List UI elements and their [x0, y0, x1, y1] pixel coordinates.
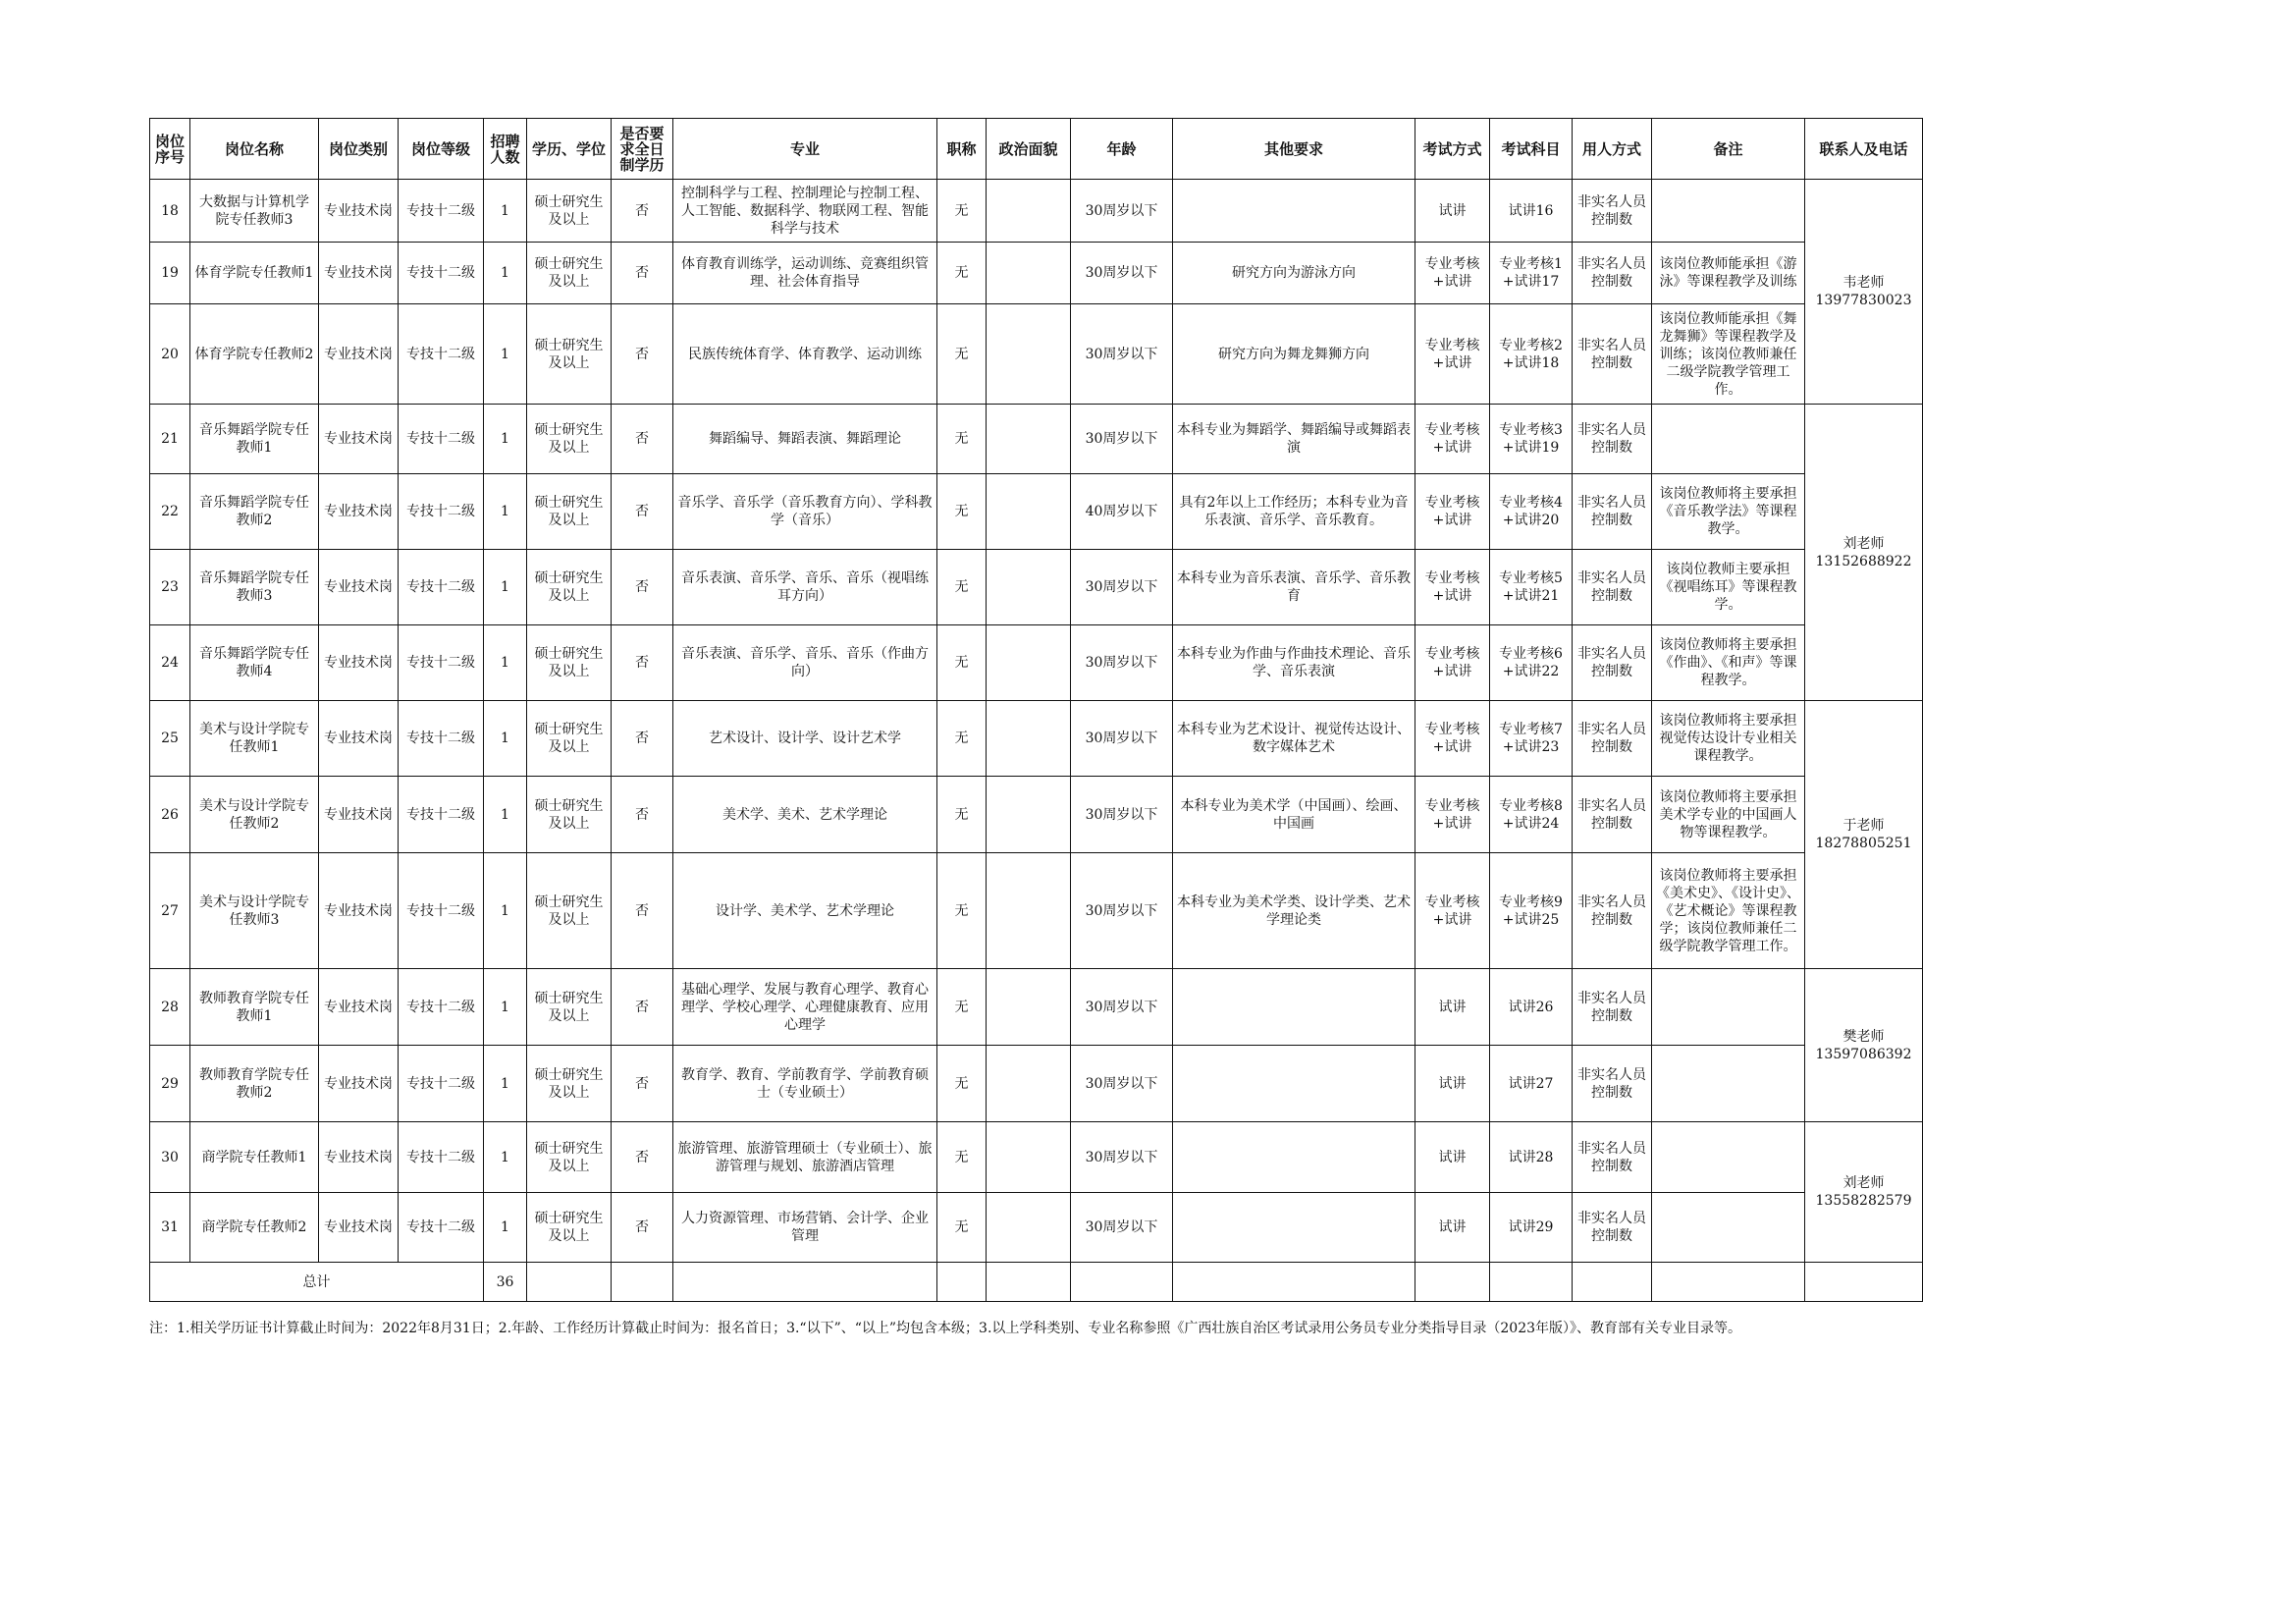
cell-fulltime: 否 — [612, 550, 673, 625]
cell-degree: 硕士研究生及以上 — [527, 243, 612, 304]
total-empty-cell — [612, 1263, 673, 1302]
cell-remark — [1652, 180, 1805, 243]
cell-no: 29 — [150, 1046, 190, 1122]
cell-fulltime: 否 — [612, 1122, 673, 1193]
cell-subject: 试讲28 — [1490, 1122, 1573, 1193]
footnote: 注：1.相关学历证书计算截止时间为：2022年8月31日；2.年龄、工作经历计算截止时间为：报名首日；3.“以下”、“以上”均包含本级；3.以上学科类别、专业名称参照《广西壮族自治区考试录用公务员专业分类指导目录（2023年版）》、教育部有关专业目录等。 — [149, 1321, 1742, 1336]
contact-name: 于老师 — [1842, 818, 1885, 834]
cell-political — [987, 550, 1071, 625]
cell-title: 无 — [937, 853, 987, 969]
cell-employ: 非实名人员控制数 — [1573, 304, 1652, 405]
cell-political — [987, 969, 1071, 1046]
cell-count: 1 — [484, 625, 527, 701]
total-empty-cell — [1805, 1263, 1923, 1302]
cell-major: 音乐表演、音乐学、音乐、音乐（视唱练耳方向） — [673, 550, 937, 625]
cell-no: 30 — [150, 1122, 190, 1193]
table-row — [150, 550, 1923, 625]
table-row — [150, 1193, 1923, 1263]
cell-major: 人力资源管理、市场营销、会计学、企业管理 — [673, 1193, 937, 1263]
total-row — [150, 1263, 1923, 1302]
cell-exam: 试讲 — [1415, 969, 1490, 1046]
cell-exam: 试讲 — [1415, 1193, 1490, 1263]
header-no: 岗位序号 — [150, 119, 190, 180]
cell-category: 专业技术岗 — [319, 405, 399, 474]
cell-other: 具有2年以上工作经历；本科专业为音乐表演、音乐学、音乐教育。 — [1173, 474, 1415, 550]
cell-other — [1173, 969, 1415, 1046]
contact-phone: 13558282579 — [1815, 1193, 1912, 1209]
cell-fulltime: 否 — [612, 304, 673, 405]
cell-employ: 非实名人员控制数 — [1573, 853, 1652, 969]
cell-name: 音乐舞蹈学院专任教师2 — [190, 474, 319, 550]
contact-name: 韦老师 — [1842, 275, 1885, 291]
cell-title: 无 — [937, 180, 987, 243]
cell-count: 1 — [484, 853, 527, 969]
header-other: 其他要求 — [1173, 119, 1415, 180]
cell-level: 专技十二级 — [399, 969, 484, 1046]
cell-employ: 非实名人员控制数 — [1573, 777, 1652, 853]
header-political: 政治面貌 — [987, 119, 1071, 180]
cell-degree: 硕士研究生及以上 — [527, 1122, 612, 1193]
cell-no: 21 — [150, 405, 190, 474]
cell-age: 30周岁以下 — [1071, 405, 1173, 474]
cell-count: 1 — [484, 1193, 527, 1263]
table-row — [150, 701, 1923, 777]
cell-contact — [1805, 701, 1923, 969]
cell-remark — [1652, 969, 1805, 1046]
cell-title: 无 — [937, 969, 987, 1046]
contact-name: 樊老师 — [1842, 1028, 1885, 1045]
cell-major: 音乐学、音乐学（音乐教育方向）、学科教学（音乐） — [673, 474, 937, 550]
cell-count: 1 — [484, 180, 527, 243]
cell-fulltime: 否 — [612, 474, 673, 550]
cell-fulltime: 否 — [612, 969, 673, 1046]
header-remark: 备注 — [1652, 119, 1805, 180]
cell-subject: 试讲16 — [1490, 180, 1573, 243]
table-row — [150, 243, 1923, 304]
table-row — [150, 405, 1923, 474]
cell-remark — [1652, 1193, 1805, 1263]
cell-other: 本科专业为音乐表演、音乐学、音乐教育 — [1173, 550, 1415, 625]
cell-remark: 该岗位教师将主要承担视觉传达设计专业相关课程教学。 — [1652, 701, 1805, 777]
cell-name: 商学院专任教师2 — [190, 1193, 319, 1263]
cell-exam: 试讲 — [1415, 1122, 1490, 1193]
cell-major: 美术学、美术、艺术学理论 — [673, 777, 937, 853]
cell-title: 无 — [937, 701, 987, 777]
cell-fulltime: 否 — [612, 701, 673, 777]
cell-count: 1 — [484, 304, 527, 405]
cell-employ: 非实名人员控制数 — [1573, 550, 1652, 625]
cell-fulltime: 否 — [612, 405, 673, 474]
header-employ: 用人方式 — [1573, 119, 1652, 180]
cell-subject: 试讲29 — [1490, 1193, 1573, 1263]
table-row — [150, 625, 1923, 701]
cell-contact — [1805, 405, 1923, 701]
cell-degree: 硕士研究生及以上 — [527, 550, 612, 625]
cell-age: 30周岁以下 — [1071, 1046, 1173, 1122]
cell-title: 无 — [937, 243, 987, 304]
cell-age: 30周岁以下 — [1071, 180, 1173, 243]
cell-age: 40周岁以下 — [1071, 474, 1173, 550]
cell-major: 基础心理学、发展与教育心理学、教育心理学、学校心理学、心理健康教育、应用心理学 — [673, 969, 937, 1046]
cell-subject: 专业考核9+试讲25 — [1490, 853, 1573, 969]
cell-title: 无 — [937, 550, 987, 625]
cell-category: 专业技术岗 — [319, 243, 399, 304]
total-empty-cell — [987, 1263, 1071, 1302]
cell-level: 专技十二级 — [399, 180, 484, 243]
cell-name: 音乐舞蹈学院专任教师4 — [190, 625, 319, 701]
cell-degree: 硕士研究生及以上 — [527, 405, 612, 474]
cell-age: 30周岁以下 — [1071, 625, 1173, 701]
cell-age: 30周岁以下 — [1071, 969, 1173, 1046]
table-row — [150, 180, 1923, 243]
cell-employ: 非实名人员控制数 — [1573, 474, 1652, 550]
cell-age: 30周岁以下 — [1071, 701, 1173, 777]
cell-name: 美术与设计学院专任教师1 — [190, 701, 319, 777]
cell-title: 无 — [937, 474, 987, 550]
cell-degree: 硕士研究生及以上 — [527, 625, 612, 701]
cell-employ: 非实名人员控制数 — [1573, 1046, 1652, 1122]
header-subject: 考试科目 — [1490, 119, 1573, 180]
cell-no: 25 — [150, 701, 190, 777]
cell-other — [1173, 180, 1415, 243]
cell-political — [987, 1122, 1071, 1193]
cell-age: 30周岁以下 — [1071, 243, 1173, 304]
cell-level: 专技十二级 — [399, 701, 484, 777]
cell-exam: 专业考核+试讲 — [1415, 853, 1490, 969]
cell-other: 本科专业为作曲与作曲技术理论、音乐学、音乐表演 — [1173, 625, 1415, 701]
total-empty-cell — [1173, 1263, 1415, 1302]
cell-degree: 硕士研究生及以上 — [527, 474, 612, 550]
cell-major: 民族传统体育学、体育教学、运动训练 — [673, 304, 937, 405]
cell-subject: 专业考核3+试讲19 — [1490, 405, 1573, 474]
cell-age: 30周岁以下 — [1071, 1122, 1173, 1193]
header-level: 岗位等级 — [399, 119, 484, 180]
cell-remark: 该岗位教师将主要承担《音乐教学法》等课程教学。 — [1652, 474, 1805, 550]
cell-degree: 硕士研究生及以上 — [527, 701, 612, 777]
cell-count: 1 — [484, 777, 527, 853]
cell-major: 体育教育训练学，运动训练、竞赛组织管理、社会体育指导 — [673, 243, 937, 304]
cell-remark: 该岗位教师能承担《游泳》等课程教学及训练 — [1652, 243, 1805, 304]
cell-other: 研究方向为舞龙舞狮方向 — [1173, 304, 1415, 405]
cell-no: 27 — [150, 853, 190, 969]
cell-contact — [1805, 1122, 1923, 1263]
cell-age: 30周岁以下 — [1071, 550, 1173, 625]
cell-count: 1 — [484, 969, 527, 1046]
total-empty-cell — [937, 1263, 987, 1302]
cell-name: 体育学院专任教师2 — [190, 304, 319, 405]
table-row — [150, 777, 1923, 853]
cell-count: 1 — [484, 550, 527, 625]
cell-other — [1173, 1122, 1415, 1193]
table-row — [150, 1046, 1923, 1122]
cell-remark: 该岗位教师将主要承担《作曲》、《和声》等课程教学。 — [1652, 625, 1805, 701]
cell-degree: 硕士研究生及以上 — [527, 1046, 612, 1122]
cell-major: 舞蹈编导、舞蹈表演、舞蹈理论 — [673, 405, 937, 474]
cell-degree: 硕士研究生及以上 — [527, 969, 612, 1046]
contact-name: 刘老师 — [1842, 1175, 1885, 1191]
total-empty-cell — [1490, 1263, 1573, 1302]
cell-name: 音乐舞蹈学院专任教师3 — [190, 550, 319, 625]
cell-level: 专技十二级 — [399, 1122, 484, 1193]
cell-political — [987, 474, 1071, 550]
cell-level: 专技十二级 — [399, 1193, 484, 1263]
total-empty-cell — [1071, 1263, 1173, 1302]
total-empty-cell — [1415, 1263, 1490, 1302]
cell-level: 专技十二级 — [399, 625, 484, 701]
cell-no: 23 — [150, 550, 190, 625]
header-degree: 学历、学位 — [527, 119, 612, 180]
cell-name: 商学院专任教师1 — [190, 1122, 319, 1193]
contact-phone: 18278805251 — [1815, 836, 1912, 851]
cell-category: 专业技术岗 — [319, 1046, 399, 1122]
cell-contact — [1805, 180, 1923, 405]
header-fulltime: 是否要求全日制学历 — [612, 119, 673, 180]
cell-subject: 试讲26 — [1490, 969, 1573, 1046]
cell-fulltime: 否 — [612, 1046, 673, 1122]
cell-subject: 专业考核1+试讲17 — [1490, 243, 1573, 304]
cell-name: 教师教育学院专任教师1 — [190, 969, 319, 1046]
cell-age: 30周岁以下 — [1071, 304, 1173, 405]
total-empty-cell — [1573, 1263, 1652, 1302]
cell-count: 1 — [484, 701, 527, 777]
cell-count: 1 — [484, 405, 527, 474]
cell-political — [987, 1046, 1071, 1122]
cell-level: 专技十二级 — [399, 474, 484, 550]
cell-fulltime: 否 — [612, 1193, 673, 1263]
cell-degree: 硕士研究生及以上 — [527, 304, 612, 405]
cell-other: 研究方向为游泳方向 — [1173, 243, 1415, 304]
total-empty-cell — [1652, 1263, 1805, 1302]
header-contact: 联系人及电话 — [1805, 119, 1923, 180]
header-name: 岗位名称 — [190, 119, 319, 180]
cell-political — [987, 777, 1071, 853]
cell-no: 19 — [150, 243, 190, 304]
cell-no: 28 — [150, 969, 190, 1046]
cell-exam: 专业考核+试讲 — [1415, 474, 1490, 550]
header-major: 专业 — [673, 119, 937, 180]
cell-no: 31 — [150, 1193, 190, 1263]
cell-count: 1 — [484, 243, 527, 304]
cell-category: 专业技术岗 — [319, 180, 399, 243]
cell-exam: 试讲 — [1415, 1046, 1490, 1122]
cell-category: 专业技术岗 — [319, 969, 399, 1046]
cell-exam: 专业考核+试讲 — [1415, 243, 1490, 304]
cell-political — [987, 243, 1071, 304]
table-row — [150, 853, 1923, 969]
cell-subject: 专业考核2+试讲18 — [1490, 304, 1573, 405]
cell-degree: 硕士研究生及以上 — [527, 853, 612, 969]
cell-title: 无 — [937, 777, 987, 853]
cell-title: 无 — [937, 1046, 987, 1122]
cell-no: 22 — [150, 474, 190, 550]
cell-name: 教师教育学院专任教师2 — [190, 1046, 319, 1122]
cell-political — [987, 304, 1071, 405]
cell-remark: 该岗位教师能承担《舞龙舞狮》等课程教学及训练；该岗位教师兼任二级学院教学管理工作。 — [1652, 304, 1805, 405]
table-row — [150, 969, 1923, 1046]
cell-exam: 专业考核+试讲 — [1415, 304, 1490, 405]
cell-no: 24 — [150, 625, 190, 701]
contact-phone: 13597086392 — [1815, 1046, 1912, 1062]
cell-level: 专技十二级 — [399, 304, 484, 405]
cell-other: 本科专业为美术学类、设计学类、艺术学理论类 — [1173, 853, 1415, 969]
cell-exam: 专业考核+试讲 — [1415, 777, 1490, 853]
cell-remark: 该岗位教师主要承担《视唱练耳》等课程教学。 — [1652, 550, 1805, 625]
cell-fulltime: 否 — [612, 243, 673, 304]
cell-category: 专业技术岗 — [319, 1122, 399, 1193]
cell-title: 无 — [937, 304, 987, 405]
cell-other: 本科专业为艺术设计、视觉传达设计、数字媒体艺术 — [1173, 701, 1415, 777]
cell-major: 艺术设计、设计学、设计艺术学 — [673, 701, 937, 777]
header-title: 职称 — [937, 119, 987, 180]
total-label: 总计 — [150, 1263, 484, 1302]
cell-category: 专业技术岗 — [319, 550, 399, 625]
cell-no: 20 — [150, 304, 190, 405]
cell-fulltime: 否 — [612, 853, 673, 969]
cell-name: 美术与设计学院专任教师2 — [190, 777, 319, 853]
cell-political — [987, 625, 1071, 701]
cell-remark: 该岗位教师将主要承担《美术史》、《设计史》、《艺术概论》等课程教学；该岗位教师兼任二级学院教学管理工作。 — [1652, 853, 1805, 969]
cell-level: 专技十二级 — [399, 550, 484, 625]
cell-name: 音乐舞蹈学院专任教师1 — [190, 405, 319, 474]
cell-political — [987, 180, 1071, 243]
cell-remark — [1652, 1122, 1805, 1193]
cell-age: 30周岁以下 — [1071, 777, 1173, 853]
cell-level: 专技十二级 — [399, 777, 484, 853]
cell-major: 教育学、教育、学前教育学、学前教育硕士（专业硕士） — [673, 1046, 937, 1122]
cell-remark — [1652, 405, 1805, 474]
cell-no: 18 — [150, 180, 190, 243]
cell-subject: 专业考核7+试讲23 — [1490, 701, 1573, 777]
header-age: 年龄 — [1071, 119, 1173, 180]
header-row — [150, 119, 1923, 180]
cell-political — [987, 701, 1071, 777]
cell-political — [987, 405, 1071, 474]
cell-count: 1 — [484, 1122, 527, 1193]
cell-other: 本科专业为舞蹈学、舞蹈编导或舞蹈表演 — [1173, 405, 1415, 474]
cell-category: 专业技术岗 — [319, 701, 399, 777]
cell-employ: 非实名人员控制数 — [1573, 180, 1652, 243]
cell-employ: 非实名人员控制数 — [1573, 701, 1652, 777]
cell-employ: 非实名人员控制数 — [1573, 625, 1652, 701]
cell-remark: 该岗位教师将主要承担美术学专业的中国画人物等课程教学。 — [1652, 777, 1805, 853]
cell-subject: 专业考核4+试讲20 — [1490, 474, 1573, 550]
cell-title: 无 — [937, 1193, 987, 1263]
table-row — [150, 304, 1923, 405]
cell-employ: 非实名人员控制数 — [1573, 969, 1652, 1046]
cell-age: 30周岁以下 — [1071, 853, 1173, 969]
cell-degree: 硕士研究生及以上 — [527, 180, 612, 243]
cell-fulltime: 否 — [612, 777, 673, 853]
cell-name: 美术与设计学院专任教师3 — [190, 853, 319, 969]
cell-category: 专业技术岗 — [319, 1193, 399, 1263]
cell-degree: 硕士研究生及以上 — [527, 777, 612, 853]
cell-exam: 专业考核+试讲 — [1415, 625, 1490, 701]
cell-category: 专业技术岗 — [319, 853, 399, 969]
header-count: 招聘人数 — [484, 119, 527, 180]
total-empty-cell — [673, 1263, 937, 1302]
cell-major: 音乐表演、音乐学、音乐、音乐（作曲方向） — [673, 625, 937, 701]
recruitment-table — [149, 118, 1923, 1302]
cell-subject: 专业考核6+试讲22 — [1490, 625, 1573, 701]
total-count: 36 — [484, 1263, 527, 1302]
cell-remark — [1652, 1046, 1805, 1122]
header-category: 岗位类别 — [319, 119, 399, 180]
contact-name: 刘老师 — [1842, 535, 1885, 552]
cell-employ: 非实名人员控制数 — [1573, 405, 1652, 474]
cell-category: 专业技术岗 — [319, 777, 399, 853]
cell-exam: 专业考核+试讲 — [1415, 405, 1490, 474]
cell-political — [987, 853, 1071, 969]
cell-major: 设计学、美术学、艺术学理论 — [673, 853, 937, 969]
cell-title: 无 — [937, 405, 987, 474]
cell-contact — [1805, 969, 1923, 1122]
cell-age: 30周岁以下 — [1071, 1193, 1173, 1263]
cell-title: 无 — [937, 1122, 987, 1193]
cell-subject: 试讲27 — [1490, 1046, 1573, 1122]
cell-exam: 试讲 — [1415, 180, 1490, 243]
cell-count: 1 — [484, 474, 527, 550]
cell-no: 26 — [150, 777, 190, 853]
total-empty-cell — [527, 1263, 612, 1302]
cell-major: 控制科学与工程、控制理论与控制工程、人工智能、数据科学、物联网工程、智能科学与技术 — [673, 180, 937, 243]
cell-title: 无 — [937, 625, 987, 701]
cell-category: 专业技术岗 — [319, 304, 399, 405]
cell-name: 大数据与计算机学院专任教师3 — [190, 180, 319, 243]
contact-phone: 13152688922 — [1815, 553, 1912, 569]
table-body — [150, 180, 1923, 1302]
cell-fulltime: 否 — [612, 180, 673, 243]
cell-count: 1 — [484, 1046, 527, 1122]
table-row — [150, 1122, 1923, 1193]
cell-name: 体育学院专任教师1 — [190, 243, 319, 304]
cell-employ: 非实名人员控制数 — [1573, 1193, 1652, 1263]
cell-degree: 硕士研究生及以上 — [527, 1193, 612, 1263]
cell-subject: 专业考核8+试讲24 — [1490, 777, 1573, 853]
cell-other: 本科专业为美术学（中国画）、绘画、中国画 — [1173, 777, 1415, 853]
contact-phone: 13977830023 — [1815, 293, 1912, 308]
cell-employ: 非实名人员控制数 — [1573, 1122, 1652, 1193]
cell-other — [1173, 1193, 1415, 1263]
cell-subject: 专业考核5+试讲21 — [1490, 550, 1573, 625]
cell-employ: 非实名人员控制数 — [1573, 243, 1652, 304]
cell-category: 专业技术岗 — [319, 474, 399, 550]
cell-level: 专技十二级 — [399, 1046, 484, 1122]
cell-level: 专技十二级 — [399, 853, 484, 969]
cell-fulltime: 否 — [612, 625, 673, 701]
header-exam: 考试方式 — [1415, 119, 1490, 180]
cell-exam: 专业考核+试讲 — [1415, 550, 1490, 625]
cell-other — [1173, 1046, 1415, 1122]
cell-major: 旅游管理、旅游管理硕士（专业硕士）、旅游管理与规划、旅游酒店管理 — [673, 1122, 937, 1193]
cell-exam: 专业考核+试讲 — [1415, 701, 1490, 777]
cell-political — [987, 1193, 1071, 1263]
cell-level: 专技十二级 — [399, 405, 484, 474]
cell-level: 专技十二级 — [399, 243, 484, 304]
table-row — [150, 474, 1923, 550]
cell-category: 专业技术岗 — [319, 625, 399, 701]
